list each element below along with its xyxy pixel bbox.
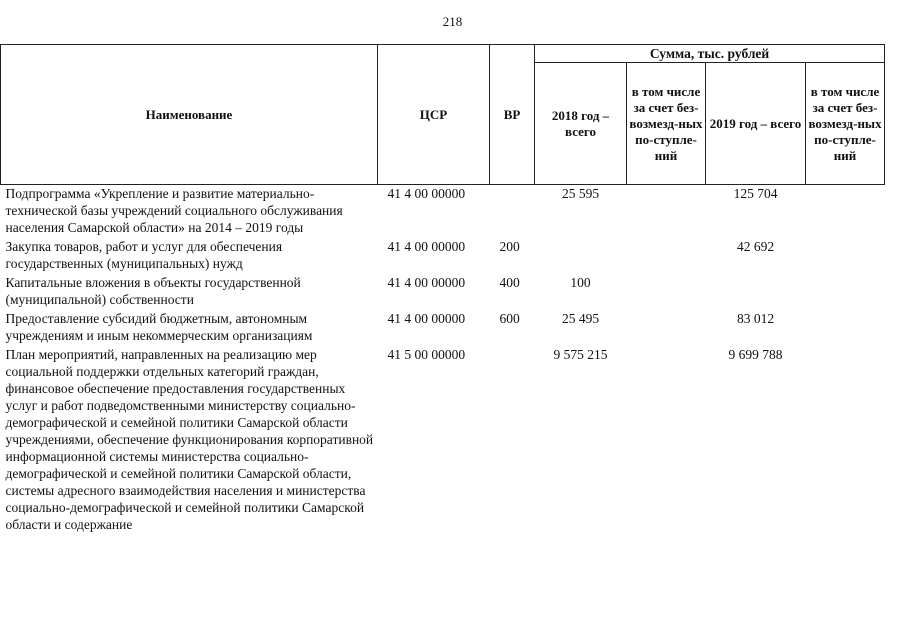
budget-table: [0, 44, 885, 535]
header-sum-group: Сумма, тыс. рублей: [535, 45, 885, 63]
row-name: Предоставление субсидий бюджетным, автономным учреждениям и иным некоммерческим организациям: [5, 311, 313, 343]
row-2019-free: [806, 185, 885, 239]
row-csr: 41 4 00 00000: [387, 186, 466, 201]
header-csr: ЦСР: [378, 45, 490, 185]
row-csr: 41 4 00 00000: [387, 275, 466, 290]
header-2018-free: в том числе за счет без-возмезд-ных по-ступле-ний: [627, 63, 706, 185]
header-2018-total: 2018 год – всего: [535, 63, 627, 185]
row-2019-free: [806, 346, 885, 535]
row-name: План мероприятий, направленных на реализацию мер социальной поддержки отдельных категорий граждан, финансовое обеспечение предоставления государственных услуг и работ подведомственными министерству социально-демографической и семейной политики Самарской области учреждениями, обеспечение функционирования корпоративной информационной системы министерства социально-демографической и семейной политики Самарской области, системы адресного взаимодействия населения и министерства социально-демографической и семейной политики Самарской области и содержание: [5, 347, 374, 532]
row-2018-free: [627, 346, 706, 535]
row-2019-total: 9 699 788: [728, 347, 783, 362]
row-csr: 41 4 00 00000: [387, 239, 466, 254]
header-2019-total: 2019 год – всего: [706, 63, 806, 185]
header-2019-free: в том числе за счет без-возмезд-ных по-ступле-ний: [806, 63, 885, 185]
row-2018-total: 25 595: [561, 186, 600, 201]
row-2018-free: [627, 310, 706, 346]
row-2019-total: 125 704: [733, 186, 778, 201]
row-2019-free: [806, 238, 885, 274]
table-header: [1, 45, 885, 185]
table-row: [1, 185, 885, 239]
row-2018-total: [535, 238, 627, 274]
row-csr: 41 4 00 00000: [387, 311, 466, 326]
row-2019-total: 42 692: [736, 239, 775, 254]
table-row: [1, 310, 885, 346]
row-vr: [490, 185, 535, 239]
row-2018-free: [627, 238, 706, 274]
table-row: [1, 274, 885, 310]
row-2018-free: [627, 274, 706, 310]
row-csr: 41 5 00 00000: [387, 347, 466, 362]
table-row: [1, 346, 885, 535]
row-2019-total: 83 012: [736, 311, 775, 326]
table-row: [1, 238, 885, 274]
page-number: 218: [442, 14, 463, 29]
table-body: [1, 185, 885, 536]
row-2018-total: 100: [570, 275, 591, 290]
header-name: Наименование: [1, 45, 378, 185]
row-vr: [490, 346, 535, 535]
row-vr: 400: [499, 275, 520, 290]
row-name: Подпрограмма «Укрепление и развитие материально-технической базы учреждений социального обслуживания населения Самарской области» на 2014 – 2019 годы: [5, 186, 343, 235]
row-2019-free: [806, 310, 885, 346]
row-name: Капитальные вложения в объекты государственной (муниципальной) собственности: [5, 275, 301, 307]
row-2018-free: [627, 185, 706, 239]
row-2019-total: [706, 274, 806, 310]
row-vr: 200: [499, 239, 520, 254]
row-vr: 600: [499, 311, 520, 326]
row-2019-free: [806, 274, 885, 310]
row-2018-total: 9 575 215: [553, 347, 608, 362]
row-2018-total: 25 495: [561, 311, 600, 326]
row-name: Закупка товаров, работ и услуг для обеспечения государственных (муниципальных) нужд: [5, 239, 283, 271]
header-vr: ВР: [490, 45, 535, 185]
